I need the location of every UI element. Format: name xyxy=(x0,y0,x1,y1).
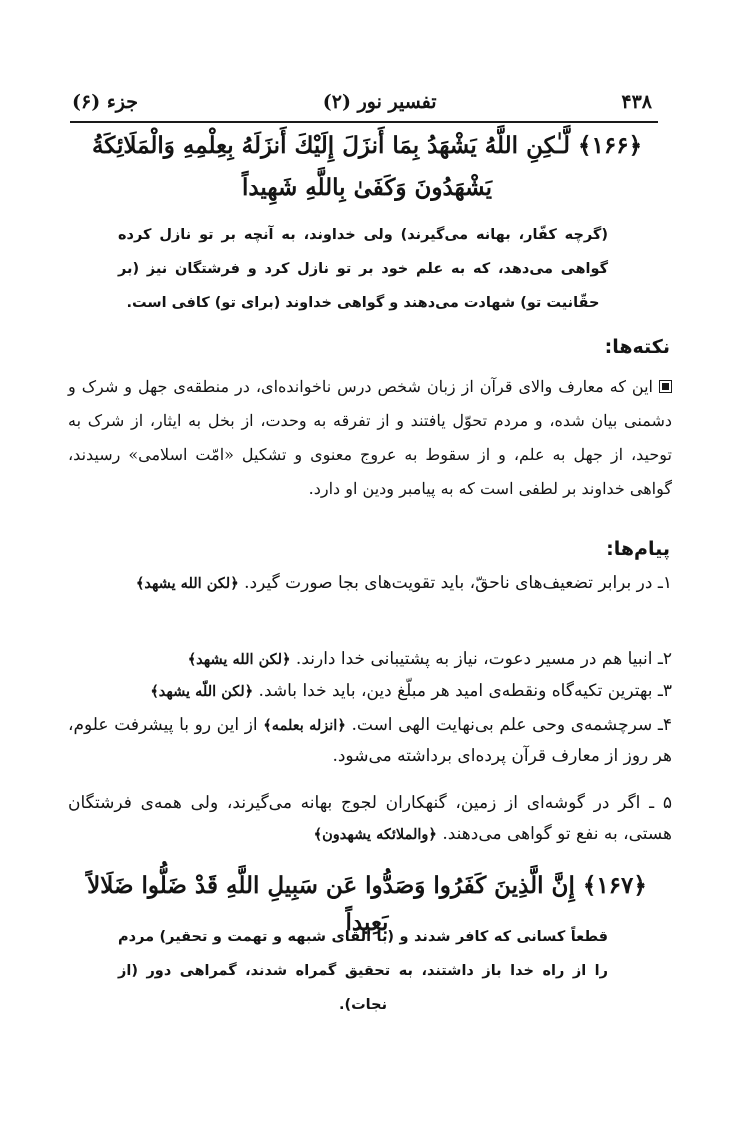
message-reference: ﴿انزله بعلمه﴾ xyxy=(263,717,346,734)
notes-text: این که معارف والای قرآن از زبان شخص درس ناخوانده‌ای، در منطقه‌ی جهل و شرک و دشمنی بیان شده، و مردم تحوّل یافتند و از تفرقه به وحدت، از بخل به ایثار، از شرک به توحید، از جهل به علم، و از سقوط به عروج معنوی و تشکیل «امّت اسلامی» رسیدند، گواهی خداوند بر لطفی است که به پیامبر ودین او دارد. xyxy=(68,377,672,498)
running-header xyxy=(72,88,652,116)
translation-166: (گرچه کفّار، بهانه می‌گیرند) ولی خداوند، به آنچه بر تو نازل کرده گواهی می‌دهد، که به علم خود بر تو نازل کرد و فرشتگان نیز (بر حقّانیت تو) شهادت می‌دهند و گواهی خداوند (برای تو) کافی است. xyxy=(118,227,608,311)
notes-heading: نکته‌ها: xyxy=(604,336,670,358)
messages-heading: پیام‌ها: xyxy=(606,538,670,560)
message-item xyxy=(68,676,672,707)
verse-167-line-1: ﴿۱۶۷﴾ إِنَّ الَّذِينَ كَفَرُوا وَصَدُّوا عَن سَبِيلِ اللَّهِ قَدْ ضَلُّوا ضَلَالاً بَعِيداً xyxy=(87,872,647,936)
message-tail: از این رو با پیشرفت علوم، هر روز از معارف قرآن پرده‌ای برداشته می‌شود. xyxy=(68,715,672,766)
verse-166-line-2: يَشْهَدُونَ وَكَفَىٰ بِاللَّهِ شَهِيداً xyxy=(241,174,493,201)
message-item xyxy=(68,644,672,675)
verse-166-line-1: ﴿۱۶۶﴾ لَّـٰكِنِ اللَّهُ يَشْهَدُ بِمَا أَنزَلَ إِلَيْكَ أَنزَلَهُ بِعِلْمِهِ وَالْمَلَائِكَةُ xyxy=(91,132,643,159)
header-rule xyxy=(70,121,658,123)
square-bullet-icon xyxy=(659,380,672,393)
page-number: ۴۳۸ xyxy=(621,91,652,113)
message-text: ۳ـ بهترین تکیه‌گاه ونقطه‌ی امید هر مبلّغ دین، باید خدا باشد. xyxy=(253,681,672,701)
part-label: جزء (۶) xyxy=(72,91,139,113)
message-text: ۵ ـ اگر در گوشه‌ای از زمین، گنهکاران لجوج بهانه می‌گیرند، ولی همه‌ی فرشتگان هستی، به نفع تو گواهی می‌دهند. xyxy=(68,793,672,844)
message-reference: ﴿لکن الله یشهد﴾ xyxy=(187,651,291,668)
message-item xyxy=(68,568,672,599)
message-item xyxy=(68,788,672,850)
message-text: ۴ـ سرچشمه‌ی وحی علم بی‌نهایت الهی است. xyxy=(345,715,672,735)
notes-paragraph xyxy=(68,370,672,506)
translation-167: قطعاً کسانی که کافر شدند و (با القای شبهه و تهمت و تحقیر) مردم را از راه خدا باز داشتند، به تحقیق گمراه شدند، گمراهی دور (از نجات). xyxy=(118,929,608,1013)
message-reference: ﴿لکن الله یشهد﴾ xyxy=(135,575,239,592)
message-text: ۲ـ انبیا هم در مسیر دعوت، نیاز به پشتیبانی خدا دارند. xyxy=(290,649,672,669)
book-title: تفسیر نور (۲) xyxy=(322,91,437,113)
message-reference: ﴿لکن اللّه یشهد﴾ xyxy=(150,683,254,700)
message-text: ۱ـ در برابر تضعیف‌های ناحقّ، باید تقویت‌های بجا صورت گیرد. xyxy=(238,573,672,593)
message-reference: ﴿والملائکه یشهدون﴾ xyxy=(313,826,437,843)
message-item xyxy=(68,710,672,772)
